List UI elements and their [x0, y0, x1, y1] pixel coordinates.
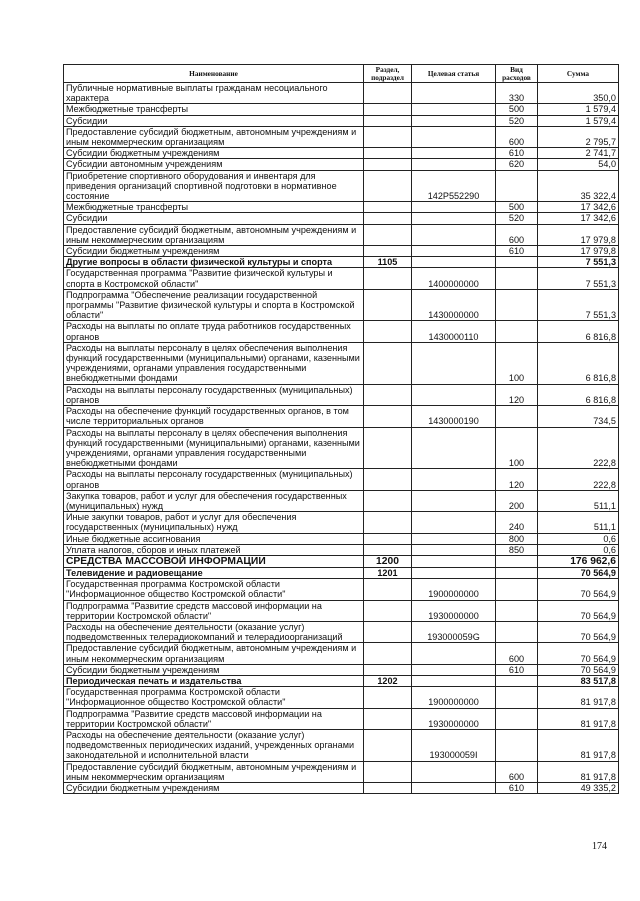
cell-name: Расходы на выплаты персоналу государственных (муниципальных) органов: [64, 384, 364, 405]
table-row: [64, 170, 619, 202]
cell-name: Подпрограмма "Развитие средств массовой информации на территории Костромской области": [64, 708, 364, 729]
cell-section: [364, 148, 412, 159]
cell-name: Другие вопросы в области физической культуры и спорта: [64, 257, 364, 268]
cell-target: 1430000000: [412, 289, 496, 321]
cell-sum: 83 517,8: [538, 675, 619, 686]
cell-sum: 35 322,4: [538, 170, 619, 202]
cell-section: [364, 621, 412, 642]
cell-expense: [496, 687, 538, 708]
cell-target: [412, 342, 496, 384]
cell-target: [412, 675, 496, 686]
cell-section: [364, 469, 412, 490]
cell-target: [412, 126, 496, 147]
cell-sum: 7 551,3: [538, 257, 619, 268]
table-row: [64, 729, 619, 761]
cell-sum: 17 342,6: [538, 202, 619, 213]
cell-expense: 600: [496, 643, 538, 664]
cell-expense: 100: [496, 427, 538, 469]
cell-expense: 330: [496, 83, 538, 104]
cell-target: [412, 761, 496, 782]
table-row: [64, 469, 619, 490]
cell-sum: 511,1: [538, 490, 619, 511]
cell-section: 1201: [364, 567, 412, 578]
cell-target: 1930000000: [412, 600, 496, 621]
cell-sum: 7 551,3: [538, 268, 619, 289]
cell-target: [412, 643, 496, 664]
cell-sum: 70 564,9: [538, 600, 619, 621]
cell-name: Уплата налогов, сборов и иных платежей: [64, 544, 364, 555]
cell-target: [412, 115, 496, 126]
cell-expense: 120: [496, 384, 538, 405]
table-row: [64, 268, 619, 289]
cell-sum: 6 816,8: [538, 384, 619, 405]
cell-target: [412, 83, 496, 104]
cell-sum: 70 564,9: [538, 664, 619, 675]
table-row: [64, 115, 619, 126]
cell-target: [412, 257, 496, 268]
cell-section: [364, 126, 412, 147]
cell-name: Предоставление субсидий бюджетным, автономным учреждениям и иным некоммерческим организациям: [64, 643, 364, 664]
cell-target: 1900000000: [412, 687, 496, 708]
cell-name: Субсидии бюджетным учреждениям: [64, 664, 364, 675]
table-row: [64, 533, 619, 544]
cell-expense: 850: [496, 544, 538, 555]
cell-section: [364, 783, 412, 794]
table-row: [64, 257, 619, 268]
cell-expense: [496, 257, 538, 268]
cell-section: [364, 246, 412, 257]
cell-sum: 54,0: [538, 159, 619, 170]
table-row: [64, 621, 619, 642]
table-row: [64, 384, 619, 405]
cell-section: 1200: [364, 555, 412, 567]
cell-name: СРЕДСТВА МАССОВОЙ ИНФОРМАЦИИ: [64, 555, 364, 567]
header-name: Наименование: [64, 65, 364, 83]
cell-target: 1900000000: [412, 579, 496, 600]
cell-section: [364, 687, 412, 708]
cell-expense: 600: [496, 126, 538, 147]
cell-sum: 81 917,8: [538, 761, 619, 782]
cell-sum: 6 816,8: [538, 342, 619, 384]
cell-expense: [496, 729, 538, 761]
cell-sum: 6 816,8: [538, 321, 619, 342]
cell-expense: [496, 567, 538, 578]
table-body: [64, 83, 619, 794]
table-row: [64, 126, 619, 147]
cell-target: [412, 202, 496, 213]
table-row: [64, 544, 619, 555]
table-row: [64, 246, 619, 257]
cell-sum: 511,1: [538, 512, 619, 533]
cell-target: 1400000000: [412, 268, 496, 289]
cell-sum: 2 795,7: [538, 126, 619, 147]
cell-section: [364, 600, 412, 621]
cell-sum: 2 741,7: [538, 148, 619, 159]
cell-section: 1202: [364, 675, 412, 686]
cell-name: Расходы на выплаты персоналу в целях обеспечения выполнения функций государственными (муниципальными) органами, казенными учреждениями, органами управления государственными внебюджетными фондами: [64, 342, 364, 384]
cell-name: Расходы на выплаты персоналу государственных (муниципальных) органов: [64, 469, 364, 490]
cell-expense: 600: [496, 224, 538, 245]
cell-sum: 70 564,9: [538, 567, 619, 578]
cell-expense: 520: [496, 213, 538, 224]
table-row: [64, 579, 619, 600]
cell-name: Расходы на обеспечение функций государственных органов, в том числе территориальных органов: [64, 406, 364, 427]
table-header-row: [64, 65, 619, 83]
cell-target: [412, 427, 496, 469]
cell-expense: [496, 406, 538, 427]
cell-name: Предоставление субсидий бюджетным, автономным учреждениям и иным некоммерческим организациям: [64, 224, 364, 245]
table-row: [64, 708, 619, 729]
cell-target: [412, 104, 496, 115]
cell-section: [364, 384, 412, 405]
cell-section: [364, 115, 412, 126]
cell-name: Субсидии бюджетным учреждениям: [64, 783, 364, 794]
cell-target: [412, 224, 496, 245]
table-row: [64, 675, 619, 686]
cell-expense: 100: [496, 342, 538, 384]
cell-name: Предоставление субсидий бюджетным, автономным учреждениям и иным некоммерческим организациям: [64, 761, 364, 782]
cell-expense: [496, 321, 538, 342]
cell-target: 193000059G: [412, 621, 496, 642]
cell-name: Государственная программа Костромской области "Информационное общество Костромской области": [64, 579, 364, 600]
cell-expense: 620: [496, 159, 538, 170]
cell-target: 1430000190: [412, 406, 496, 427]
cell-expense: 610: [496, 148, 538, 159]
cell-section: [364, 490, 412, 511]
table-row: [64, 321, 619, 342]
cell-expense: 200: [496, 490, 538, 511]
table-row: [64, 555, 619, 567]
cell-expense: 800: [496, 533, 538, 544]
cell-sum: 49 335,2: [538, 783, 619, 794]
cell-sum: 7 551,3: [538, 289, 619, 321]
cell-target: [412, 512, 496, 533]
cell-expense: 610: [496, 783, 538, 794]
table-row: [64, 512, 619, 533]
cell-expense: 520: [496, 115, 538, 126]
cell-expense: [496, 675, 538, 686]
cell-section: [364, 321, 412, 342]
cell-section: 1105: [364, 257, 412, 268]
cell-name: Периодическая печать и издательства: [64, 675, 364, 686]
cell-target: 1930000000: [412, 708, 496, 729]
cell-section: [364, 104, 412, 115]
cell-target: 142P552290: [412, 170, 496, 202]
header-target: Целевая статья: [412, 65, 496, 83]
cell-target: [412, 567, 496, 578]
cell-expense: [496, 708, 538, 729]
budget-table: [63, 64, 619, 794]
cell-expense: 120: [496, 469, 538, 490]
cell-section: [364, 83, 412, 104]
header-section: Раздел, подраздел: [364, 65, 412, 83]
cell-expense: [496, 579, 538, 600]
cell-expense: 500: [496, 104, 538, 115]
cell-name: Телевидение и радиовещание: [64, 567, 364, 578]
cell-expense: [496, 268, 538, 289]
table-row: [64, 342, 619, 384]
cell-section: [364, 533, 412, 544]
table-row: [64, 783, 619, 794]
cell-expense: 610: [496, 246, 538, 257]
table-row: [64, 761, 619, 782]
table-row: [64, 643, 619, 664]
cell-sum: 176 962,6: [538, 555, 619, 567]
cell-section: [364, 427, 412, 469]
table-row: [64, 104, 619, 115]
cell-target: [412, 246, 496, 257]
cell-sum: 81 917,8: [538, 729, 619, 761]
table-row: [64, 224, 619, 245]
cell-name: Приобретение спортивного оборудования и инвентаря для приведения организаций спортивной подготовки в нормативное состояние: [64, 170, 364, 202]
cell-expense: [496, 600, 538, 621]
cell-sum: 81 917,8: [538, 708, 619, 729]
cell-name: Субсидии: [64, 213, 364, 224]
cell-sum: 350,0: [538, 83, 619, 104]
cell-section: [364, 342, 412, 384]
cell-section: [364, 289, 412, 321]
header-expense: Вид расходов: [496, 65, 538, 83]
cell-sum: 81 917,8: [538, 687, 619, 708]
cell-section: [364, 224, 412, 245]
cell-name: Подпрограмма "Развитие средств массовой информации на территории Костромской области": [64, 600, 364, 621]
cell-expense: 500: [496, 202, 538, 213]
cell-sum: 17 979,8: [538, 224, 619, 245]
cell-name: Расходы на выплаты персоналу в целях обеспечения выполнения функций государственными (муниципальными) органами, казенными учреждениями, органами управления государственными внебюджетными фондами: [64, 427, 364, 469]
cell-sum: 222,8: [538, 469, 619, 490]
cell-sum: 734,5: [538, 406, 619, 427]
cell-name: Субсидии бюджетным учреждениям: [64, 148, 364, 159]
table-row: [64, 567, 619, 578]
cell-sum: 70 564,9: [538, 579, 619, 600]
cell-expense: [496, 555, 538, 567]
cell-target: 193000059I: [412, 729, 496, 761]
cell-sum: 70 564,9: [538, 643, 619, 664]
cell-sum: 222,8: [538, 427, 619, 469]
cell-name: Субсидии: [64, 115, 364, 126]
cell-sum: 70 564,9: [538, 621, 619, 642]
table-row: [64, 148, 619, 159]
cell-name: Государственная программа "Развитие физической культуры и спорта в Костромской области": [64, 268, 364, 289]
table-row: [64, 664, 619, 675]
cell-section: [364, 406, 412, 427]
cell-name: Предоставление субсидий бюджетным, автономным учреждениям и иным некоммерческим организациям: [64, 126, 364, 147]
cell-section: [364, 202, 412, 213]
cell-target: 1430000110: [412, 321, 496, 342]
cell-sum: 0,6: [538, 533, 619, 544]
cell-name: Иные бюджетные ассигнования: [64, 533, 364, 544]
cell-section: [364, 643, 412, 664]
cell-name: Закупка товаров, работ и услуг для обеспечения государственных (муниципальных) нужд: [64, 490, 364, 511]
cell-section: [364, 268, 412, 289]
cell-target: [412, 555, 496, 567]
cell-target: [412, 490, 496, 511]
table-row: [64, 289, 619, 321]
cell-sum: 17 342,6: [538, 213, 619, 224]
cell-name: Расходы на обеспечение деятельности (оказание услуг) подведомственных периодических изданий, учрежденных органами законодательной и исполнительной власти: [64, 729, 364, 761]
table-row: [64, 687, 619, 708]
cell-section: [364, 512, 412, 533]
cell-sum: 0,6: [538, 544, 619, 555]
table-row: [64, 490, 619, 511]
table-row: [64, 427, 619, 469]
table-row: [64, 406, 619, 427]
cell-target: [412, 213, 496, 224]
cell-section: [364, 708, 412, 729]
cell-sum: 1 579,4: [538, 104, 619, 115]
cell-expense: [496, 289, 538, 321]
cell-section: [364, 579, 412, 600]
cell-target: [412, 544, 496, 555]
cell-target: [412, 148, 496, 159]
cell-name: Государственная программа Костромской области "Информационное общество Костромской области": [64, 687, 364, 708]
cell-section: [364, 159, 412, 170]
cell-target: [412, 384, 496, 405]
cell-name: Субсидии автономным учреждениям: [64, 159, 364, 170]
cell-name: Иные закупки товаров, работ и услуг для обеспечения государственных (муниципальных) нужд: [64, 512, 364, 533]
page-number: 174: [592, 841, 607, 852]
cell-target: [412, 533, 496, 544]
cell-section: [364, 170, 412, 202]
cell-expense: [496, 170, 538, 202]
cell-target: [412, 159, 496, 170]
cell-section: [364, 544, 412, 555]
table-row: [64, 83, 619, 104]
table-row: [64, 600, 619, 621]
cell-target: [412, 469, 496, 490]
cell-section: [364, 729, 412, 761]
cell-name: Межбюджетные трансферты: [64, 202, 364, 213]
cell-name: Межбюджетные трансферты: [64, 104, 364, 115]
table-row: [64, 159, 619, 170]
cell-expense: [496, 621, 538, 642]
cell-expense: 610: [496, 664, 538, 675]
cell-section: [364, 761, 412, 782]
cell-name: Публичные нормативные выплаты гражданам несоциального характера: [64, 83, 364, 104]
table-row: [64, 213, 619, 224]
header-sum: Сумма: [538, 65, 619, 83]
table-row: [64, 202, 619, 213]
cell-name: Подпрограмма "Обеспечение реализации государственной программы "Развитие физической культуры и спорта в Костромской области": [64, 289, 364, 321]
cell-sum: 1 579,4: [538, 115, 619, 126]
cell-sum: 17 979,8: [538, 246, 619, 257]
cell-name: Расходы на обеспечение деятельности (оказание услуг) подведомственных телерадиокомпаний и телерадиоорганизаций: [64, 621, 364, 642]
cell-target: [412, 783, 496, 794]
cell-name: Субсидии бюджетным учреждениям: [64, 246, 364, 257]
cell-name: Расходы на выплаты по оплате труда работников государственных органов: [64, 321, 364, 342]
cell-expense: 600: [496, 761, 538, 782]
cell-expense: 240: [496, 512, 538, 533]
cell-target: [412, 664, 496, 675]
cell-section: [364, 213, 412, 224]
cell-section: [364, 664, 412, 675]
